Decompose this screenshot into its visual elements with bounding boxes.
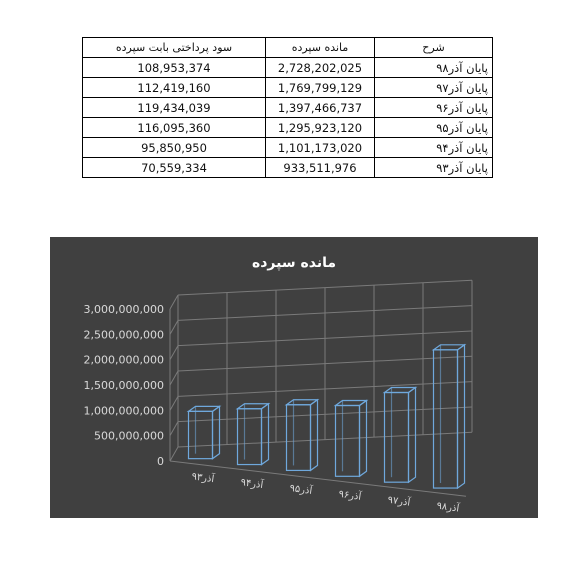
grid-line-side <box>170 447 178 461</box>
cell-balance: 933,511,976 <box>266 158 375 178</box>
y-tick-label: 2,500,000,000 <box>83 328 164 342</box>
bar-edge <box>189 411 213 458</box>
cell-description: پایان آذر۹۳ <box>375 158 493 178</box>
y-tick-label: 500,000,000 <box>94 429 164 443</box>
bar <box>189 406 220 458</box>
bar-edge <box>238 404 269 409</box>
grid-line-side <box>170 422 178 436</box>
grid-line-side <box>170 371 178 385</box>
table-row <box>83 78 493 98</box>
table-row <box>83 158 493 178</box>
chart-title: مانده سپرده <box>251 255 337 271</box>
bar <box>385 388 416 483</box>
x-tick-label: آذر۹۵ <box>288 482 313 497</box>
cell-balance: 1,397,466,737 <box>266 98 375 118</box>
x-tick-label: آذر۹۸ <box>435 500 460 515</box>
y-tick-label: 1,000,000,000 <box>83 404 164 418</box>
header-description: شرح <box>375 38 493 58</box>
bar-edge <box>213 406 220 458</box>
cell-description: پایان آذر۹۴ <box>375 138 493 158</box>
y-tick-label: 0 <box>157 455 164 468</box>
y-tick-label: 2,000,000,000 <box>83 353 164 367</box>
y-tick-label: 1,500,000,000 <box>83 379 164 392</box>
cell-description: پایان آذر۹۵ <box>375 118 493 138</box>
grid-line-side <box>170 396 178 410</box>
header-balance: مانده سپرده <box>266 38 375 58</box>
bar-edge <box>262 404 269 465</box>
chart-canvas <box>50 237 538 518</box>
table-header-row <box>83 38 493 58</box>
y-tick-label: 3,000,000,000 <box>83 303 164 316</box>
cell-balance: 2,728,202,025 <box>266 58 375 78</box>
grid-line-side <box>170 346 178 360</box>
cell-profit: 95,850,950 <box>83 138 266 158</box>
cell-profit: 112,419,160 <box>83 78 266 98</box>
bar-edge <box>434 350 458 488</box>
cell-profit: 119,434,039 <box>83 98 266 118</box>
grid-line-side <box>170 295 178 309</box>
bar-edge <box>434 345 465 350</box>
cell-description: پایان آذر۹۷ <box>375 78 493 98</box>
grid-line-side <box>170 320 178 334</box>
cell-balance: 1,769,799,129 <box>266 78 375 98</box>
table-row <box>83 118 493 138</box>
cell-description: پایان آذر۹۸ <box>375 58 493 78</box>
bar-edge <box>238 409 262 465</box>
table-row <box>83 138 493 158</box>
bar-edge <box>385 388 416 393</box>
balance-chart <box>50 237 538 518</box>
cell-profit: 108,953,374 <box>83 58 266 78</box>
x-tick-label: آذر۹۴ <box>239 477 264 492</box>
cell-description: پایان آذر۹۶ <box>375 98 493 118</box>
cell-balance: 1,101,173,020 <box>266 138 375 158</box>
bar-edge <box>189 406 220 411</box>
bar-edge <box>311 400 318 471</box>
x-tick-label: آذر۹۷ <box>386 494 411 509</box>
bar <box>287 400 318 471</box>
bar <box>434 345 465 488</box>
cell-balance: 1,295,923,120 <box>266 118 375 138</box>
cell-profit: 70,559,334 <box>83 158 266 178</box>
bar-edge <box>287 405 311 471</box>
bar-edge <box>336 405 360 476</box>
x-tick-label: آذر۹۶ <box>337 488 362 503</box>
bar-edge <box>336 400 367 405</box>
header-profit: سود پرداختی بابت سپرده <box>83 38 266 58</box>
bar-edge <box>385 393 409 483</box>
bar-edge <box>287 400 318 405</box>
bar <box>238 404 269 465</box>
table-row <box>83 58 493 78</box>
cell-profit: 116,095,360 <box>83 118 266 138</box>
table-row <box>83 98 493 118</box>
x-tick-label: آذر۹۳ <box>190 471 215 486</box>
bar-edge <box>458 345 465 488</box>
floor-line <box>170 461 466 496</box>
data-table <box>82 37 493 178</box>
